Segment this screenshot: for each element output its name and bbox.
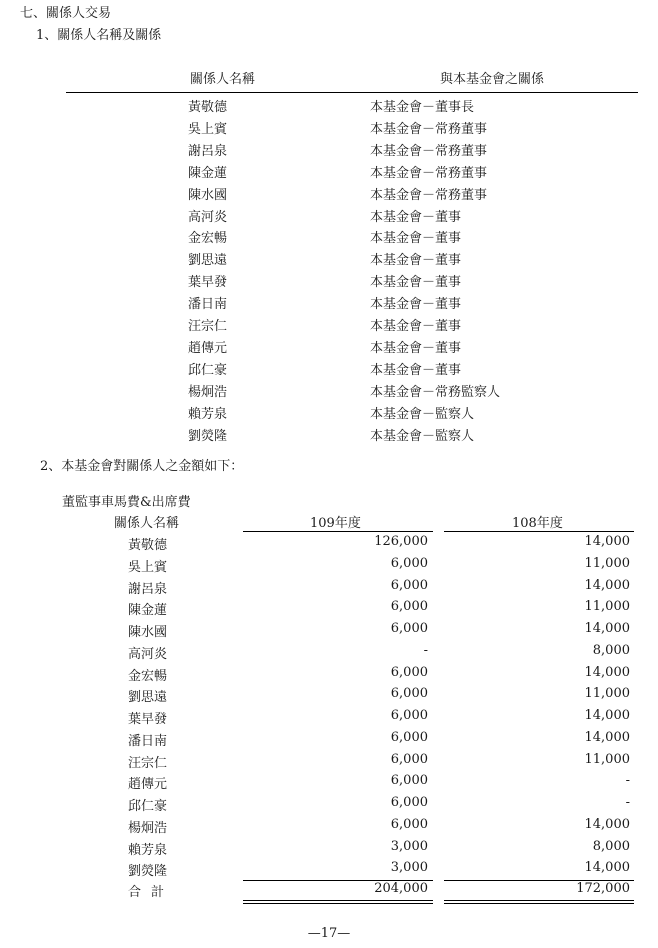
total-109: 204,000: [374, 881, 428, 896]
amount-108: 14,000: [584, 729, 630, 745]
amount-108: 11,000: [584, 686, 630, 702]
subsection-2-title: 2、本基金會對關係人之金額如下：: [40, 459, 244, 474]
table1-header-name: 關係人名稱: [190, 72, 256, 87]
related-party-relation: 本基金會－董事: [370, 209, 462, 225]
amount-108: 8,000: [592, 838, 630, 854]
total-double-rule-109-a: [243, 900, 433, 901]
amount-108: -: [625, 795, 630, 810]
amount-party-name: 葉早發: [128, 712, 168, 727]
related-party-relation: 本基金會－常務董事: [370, 121, 488, 137]
table2-row: [0, 556, 658, 578]
related-party-relation: 本基金會－監察人: [370, 406, 475, 422]
amount-party-name: 黃敬德: [128, 538, 168, 553]
amount-party-name: 潘日南: [128, 733, 168, 749]
table2-row: [0, 708, 658, 730]
table1-row: [0, 162, 658, 184]
amount-109: 6,000: [390, 664, 428, 680]
amount-109: 6,000: [390, 555, 428, 571]
table2-row: [0, 752, 658, 774]
related-party-name: 劉思遠: [188, 253, 228, 269]
table1-row: [0, 184, 658, 206]
table1-row: [0, 140, 658, 162]
amount-108: 14,000: [584, 816, 630, 832]
total-label: 合計: [128, 885, 175, 900]
table1-row: [0, 381, 658, 403]
related-party-relation: 本基金會－常務監察人: [370, 384, 501, 400]
related-party-relation: 本基金會－董事: [370, 319, 462, 334]
table2-row: [0, 599, 658, 621]
related-party-name: 劉熒隆: [188, 428, 228, 444]
amount-109: -: [423, 642, 428, 658]
amount-party-name: 謝呂泉: [128, 581, 168, 597]
related-party-name: 葉早發: [188, 275, 228, 291]
related-party-name: 潘日南: [188, 297, 228, 313]
amount-party-name: 金宏暢: [128, 668, 168, 684]
related-party-name: 黃敬德: [188, 100, 228, 115]
table2-row: [0, 578, 658, 600]
related-party-name: 高河炎: [188, 209, 228, 225]
total-108: 172,000: [576, 881, 630, 896]
amount-108: 14,000: [584, 577, 630, 593]
table2-row: [0, 534, 658, 556]
amount-109: 6,000: [390, 773, 428, 789]
related-party-name: 金宏暢: [188, 231, 228, 247]
table2-row: [0, 686, 658, 708]
table2-header-rule-109: [243, 531, 433, 532]
amount-108: 14,000: [584, 708, 630, 723]
table2-row: [0, 795, 658, 817]
table1-row: [0, 359, 658, 381]
related-party-name: 陳水國: [188, 187, 228, 203]
table1-row: [0, 249, 658, 271]
amount-108: 14,000: [584, 664, 630, 680]
table1-row: [0, 293, 658, 315]
related-party-name: 趙傳元: [188, 340, 228, 356]
amount-party-name: 高河炎: [128, 646, 168, 662]
related-party-relation: 本基金會－董事: [370, 253, 462, 269]
table1-header-relation: 與本基金會之關係: [440, 72, 545, 87]
total-double-rule-108-b: [444, 903, 634, 904]
table2-row: [0, 643, 658, 665]
amount-109: 6,000: [390, 751, 428, 767]
amount-109: 6,000: [390, 795, 428, 810]
amount-109: 6,000: [390, 599, 428, 615]
table2-header-name: 關係人名稱: [114, 516, 180, 531]
table2-row: [0, 773, 658, 795]
amount-109: 6,000: [390, 729, 428, 745]
amount-109: 6,000: [390, 577, 428, 593]
table1-row: [0, 425, 658, 447]
table2-subtitle: 董監事車馬費&出席費: [62, 495, 191, 510]
table1-row: [0, 118, 658, 140]
amount-108: 11,000: [584, 599, 630, 615]
table2-row: [0, 860, 658, 882]
table2-row: [0, 817, 658, 839]
related-party-name: 吳上賓: [188, 121, 228, 137]
table1-row: [0, 271, 658, 293]
related-party-name: 謝呂泉: [188, 143, 228, 159]
subsection-1-title: 1、關係人名稱及關係: [36, 28, 162, 43]
amount-109: 6,000: [390, 621, 428, 636]
amount-party-name: 賴芳泉: [128, 842, 168, 858]
amount-108: 8,000: [592, 642, 630, 658]
related-party-relation: 本基金會－監察人: [370, 428, 475, 444]
amount-108: 14,000: [584, 534, 630, 549]
related-party-relation: 本基金會－董事: [370, 297, 462, 313]
table1-row: [0, 403, 658, 425]
amount-party-name: 邱仁豪: [128, 799, 168, 814]
amount-party-name: 趙傳元: [128, 777, 168, 793]
related-party-name: 賴芳泉: [188, 406, 228, 422]
table2-row: [0, 730, 658, 752]
amount-party-name: 楊炯浩: [128, 820, 168, 836]
related-party-relation: 本基金會－董事長: [370, 100, 475, 115]
table1-row: [0, 206, 658, 228]
related-party-relation: 本基金會－常務董事: [370, 165, 488, 181]
related-party-relation: 本基金會－常務董事: [370, 187, 488, 203]
table2-header-108: 108年度: [512, 516, 563, 531]
related-party-relation: 本基金會－董事: [370, 231, 462, 247]
amount-108: 11,000: [584, 751, 630, 767]
related-party-name: 汪宗仁: [188, 319, 228, 334]
amount-party-name: 陳水國: [128, 625, 168, 640]
amount-109: 3,000: [390, 860, 428, 876]
amount-109: 126,000: [374, 534, 428, 549]
amount-108: 14,000: [584, 621, 630, 636]
amount-109: 3,000: [390, 838, 428, 854]
related-party-relation: 本基金會－董事: [370, 340, 462, 356]
related-party-relation: 本基金會－董事: [370, 275, 462, 291]
table2-header-rule-108: [444, 531, 634, 532]
table1-header-rule: [66, 92, 638, 93]
amount-party-name: 吳上賓: [128, 559, 168, 575]
amount-108: 14,000: [584, 860, 630, 876]
table1-row: [0, 227, 658, 249]
related-party-name: 陳金蓮: [188, 165, 228, 181]
table1-row: [0, 337, 658, 359]
amount-party-name: 劉熒隆: [128, 864, 168, 880]
table1-row: [0, 96, 658, 118]
related-party-relation: 本基金會－董事: [370, 362, 462, 378]
total-double-rule-108-a: [444, 900, 634, 901]
amount-party-name: 汪宗仁: [128, 755, 168, 771]
amount-party-name: 陳金蓮: [128, 603, 168, 619]
amount-109: 6,000: [390, 816, 428, 832]
related-party-relation: 本基金會－常務董事: [370, 143, 488, 159]
table2-row: [0, 621, 658, 643]
amount-109: 6,000: [390, 686, 428, 702]
total-double-rule-109-b: [243, 903, 433, 904]
table2-row: [0, 665, 658, 687]
related-party-name: 楊炯浩: [188, 384, 228, 400]
table2-header-109: 109年度: [310, 516, 361, 531]
amount-party-name: 劉思遠: [128, 690, 168, 706]
page-number: —17—: [307, 926, 351, 941]
related-party-name: 邱仁豪: [188, 362, 228, 378]
amount-108: -: [625, 773, 630, 789]
table1-row: [0, 315, 658, 337]
amount-109: 6,000: [390, 708, 428, 723]
section-title: 七、關係人交易: [20, 6, 112, 21]
table2-row: [0, 839, 658, 861]
amount-108: 11,000: [584, 555, 630, 571]
